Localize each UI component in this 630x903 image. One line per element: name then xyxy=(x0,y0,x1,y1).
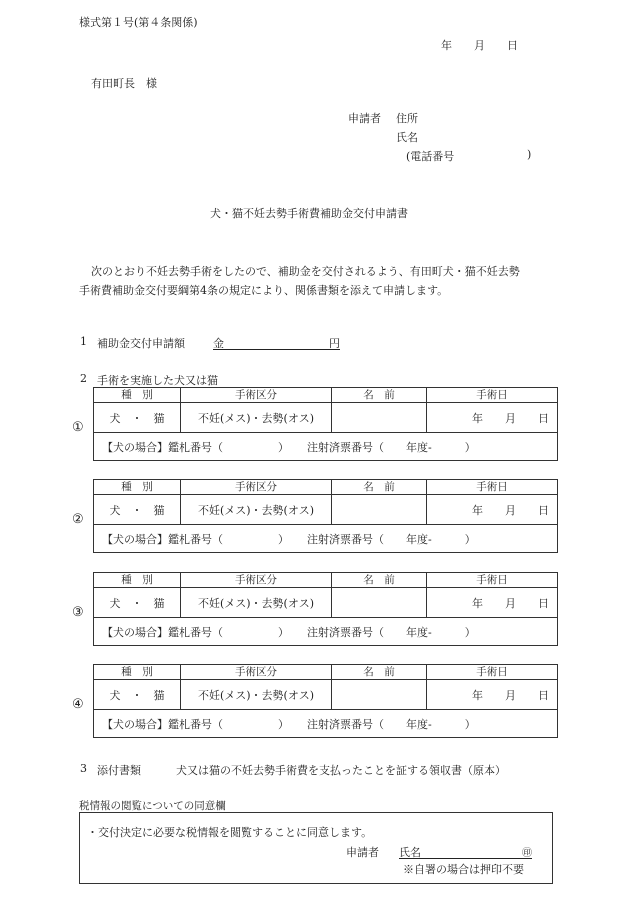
applicant-label: 申請者 xyxy=(348,112,381,125)
tag-number: 鑑札番号（ ） xyxy=(168,625,289,639)
header-type: 種 別 xyxy=(94,480,181,495)
pet-name-cell[interactable] xyxy=(332,495,427,525)
header-type: 種 別 xyxy=(94,573,181,588)
vaccine-number: 注射済票番号（ 年度- ） xyxy=(307,717,476,731)
dog-label: 【犬の場合】 xyxy=(102,625,168,639)
header-name: 名 前 xyxy=(332,665,427,680)
item2-label: 手術を実施した犬又は猫 xyxy=(97,374,218,387)
item1-number: 1 xyxy=(80,335,87,348)
surgery-cell[interactable]: 不妊(メス)・去勢(オス) xyxy=(181,495,332,525)
item3-label: 添付書類 xyxy=(97,764,141,777)
tag-number: 鑑札番号（ ） xyxy=(168,717,289,731)
header-surgery: 手術区分 xyxy=(181,480,332,495)
document-title: 犬・猫不妊去勢手術費補助金交付申請書 xyxy=(210,207,408,220)
header-surgery: 手術区分 xyxy=(181,388,332,403)
entry-number: ② xyxy=(72,512,84,527)
dog-label: 【犬の場合】 xyxy=(102,532,168,546)
dog-info-row[interactable] xyxy=(94,618,558,646)
pet-entry-table xyxy=(93,664,558,738)
surgery-date-cell[interactable] xyxy=(427,680,558,710)
pet-name-cell[interactable] xyxy=(332,403,427,433)
intro-line-2: 手術費補助金交付要綱第4条の規定により、関係書類を添えて申請します。 xyxy=(79,284,449,297)
intro-line-1: 次のとおり不妊去勢手術をしたので、補助金を交付されるよう、有田町犬・猫不妊去勢 xyxy=(91,265,520,278)
surgery-cell[interactable]: 不妊(メス)・去勢(オス) xyxy=(181,680,332,710)
consent-applicant-label: 申請者 xyxy=(346,846,379,859)
header-name: 名 前 xyxy=(332,388,427,403)
address-label: 住所 xyxy=(396,112,418,125)
item3-text: 犬又は猫の不妊去勢手術費を支払ったことを証する領収書（原本） xyxy=(176,764,506,777)
header-type: 種 別 xyxy=(94,388,181,403)
seal-icon: ㊞ xyxy=(522,848,532,859)
type-cell[interactable]: 犬 ・ 猫 xyxy=(94,588,181,618)
tag-number: 鑑札番号（ ） xyxy=(168,440,289,454)
header-date: 手術日 xyxy=(427,665,558,680)
type-cell[interactable]: 犬 ・ 猫 xyxy=(94,680,181,710)
entry-number: ④ xyxy=(72,697,84,712)
consent-heading: 税情報の閲覧についての同意欄 xyxy=(79,800,226,812)
surgery-date-cell[interactable] xyxy=(427,403,558,433)
header-name: 名 前 xyxy=(332,573,427,588)
dog-label: 【犬の場合】 xyxy=(102,717,168,731)
phone-label: (電話番号 xyxy=(406,150,455,163)
header-date: 手術日 xyxy=(427,573,558,588)
pet-entry-table xyxy=(93,479,558,553)
dog-info-row[interactable] xyxy=(94,433,558,461)
item1-label: 補助金交付申請額 xyxy=(97,337,185,350)
amount-yen: 円 xyxy=(329,337,340,350)
surgery-cell[interactable]: 不妊(メス)・去勢(オス) xyxy=(181,588,332,618)
vaccine-number: 注射済票番号（ 年度- ） xyxy=(307,625,476,639)
date-text: 年 月 日 xyxy=(472,411,549,425)
pet-entry-table xyxy=(93,572,558,646)
tag-number: 鑑札番号（ ） xyxy=(168,532,289,546)
item3-number: 3 xyxy=(80,762,87,775)
header-type: 種 別 xyxy=(94,665,181,680)
entry-number: ① xyxy=(72,420,84,435)
seal-note: ※自署の場合は押印不要 xyxy=(403,863,524,876)
surgery-cell[interactable]: 不妊(メス)・去勢(オス) xyxy=(181,403,332,433)
consent-text: ・交付決定に必要な税情報を閲覧することに同意します。 xyxy=(87,826,373,839)
phone-close: ) xyxy=(527,148,532,161)
addressee: 有田町長 様 xyxy=(91,77,157,90)
consent-name-label: 氏名 xyxy=(399,846,421,859)
vaccine-number: 注射済票番号（ 年度- ） xyxy=(307,532,476,546)
name-label: 氏名 xyxy=(396,131,418,144)
header-name: 名 前 xyxy=(332,480,427,495)
header-date: 手術日 xyxy=(427,480,558,495)
header-date: 手術日 xyxy=(427,388,558,403)
entry-number: ③ xyxy=(72,605,84,620)
item2-number: 2 xyxy=(80,372,87,385)
surgery-date-cell[interactable] xyxy=(427,588,558,618)
date-text: 年 月 日 xyxy=(472,688,549,702)
type-cell[interactable]: 犬 ・ 猫 xyxy=(94,403,181,433)
pet-entry-table xyxy=(93,387,558,461)
type-cell[interactable]: 犬 ・ 猫 xyxy=(94,495,181,525)
consent-name-field[interactable] xyxy=(399,844,532,859)
amount-kin: 金 xyxy=(213,337,224,350)
date-line: 年 月 日 xyxy=(441,39,518,52)
date-text: 年 月 日 xyxy=(472,503,549,517)
date-text: 年 月 日 xyxy=(472,596,549,610)
consent-box xyxy=(79,812,553,884)
surgery-date-cell[interactable] xyxy=(427,495,558,525)
dog-label: 【犬の場合】 xyxy=(102,440,168,454)
header-surgery: 手術区分 xyxy=(181,665,332,680)
form-number: 様式第１号(第４条関係) xyxy=(79,16,198,29)
pet-name-cell[interactable] xyxy=(332,588,427,618)
amount-field[interactable] xyxy=(213,335,340,350)
vaccine-number: 注射済票番号（ 年度- ） xyxy=(307,440,476,454)
pet-name-cell[interactable] xyxy=(332,680,427,710)
dog-info-row[interactable] xyxy=(94,710,558,738)
header-surgery: 手術区分 xyxy=(181,573,332,588)
dog-info-row[interactable] xyxy=(94,525,558,553)
